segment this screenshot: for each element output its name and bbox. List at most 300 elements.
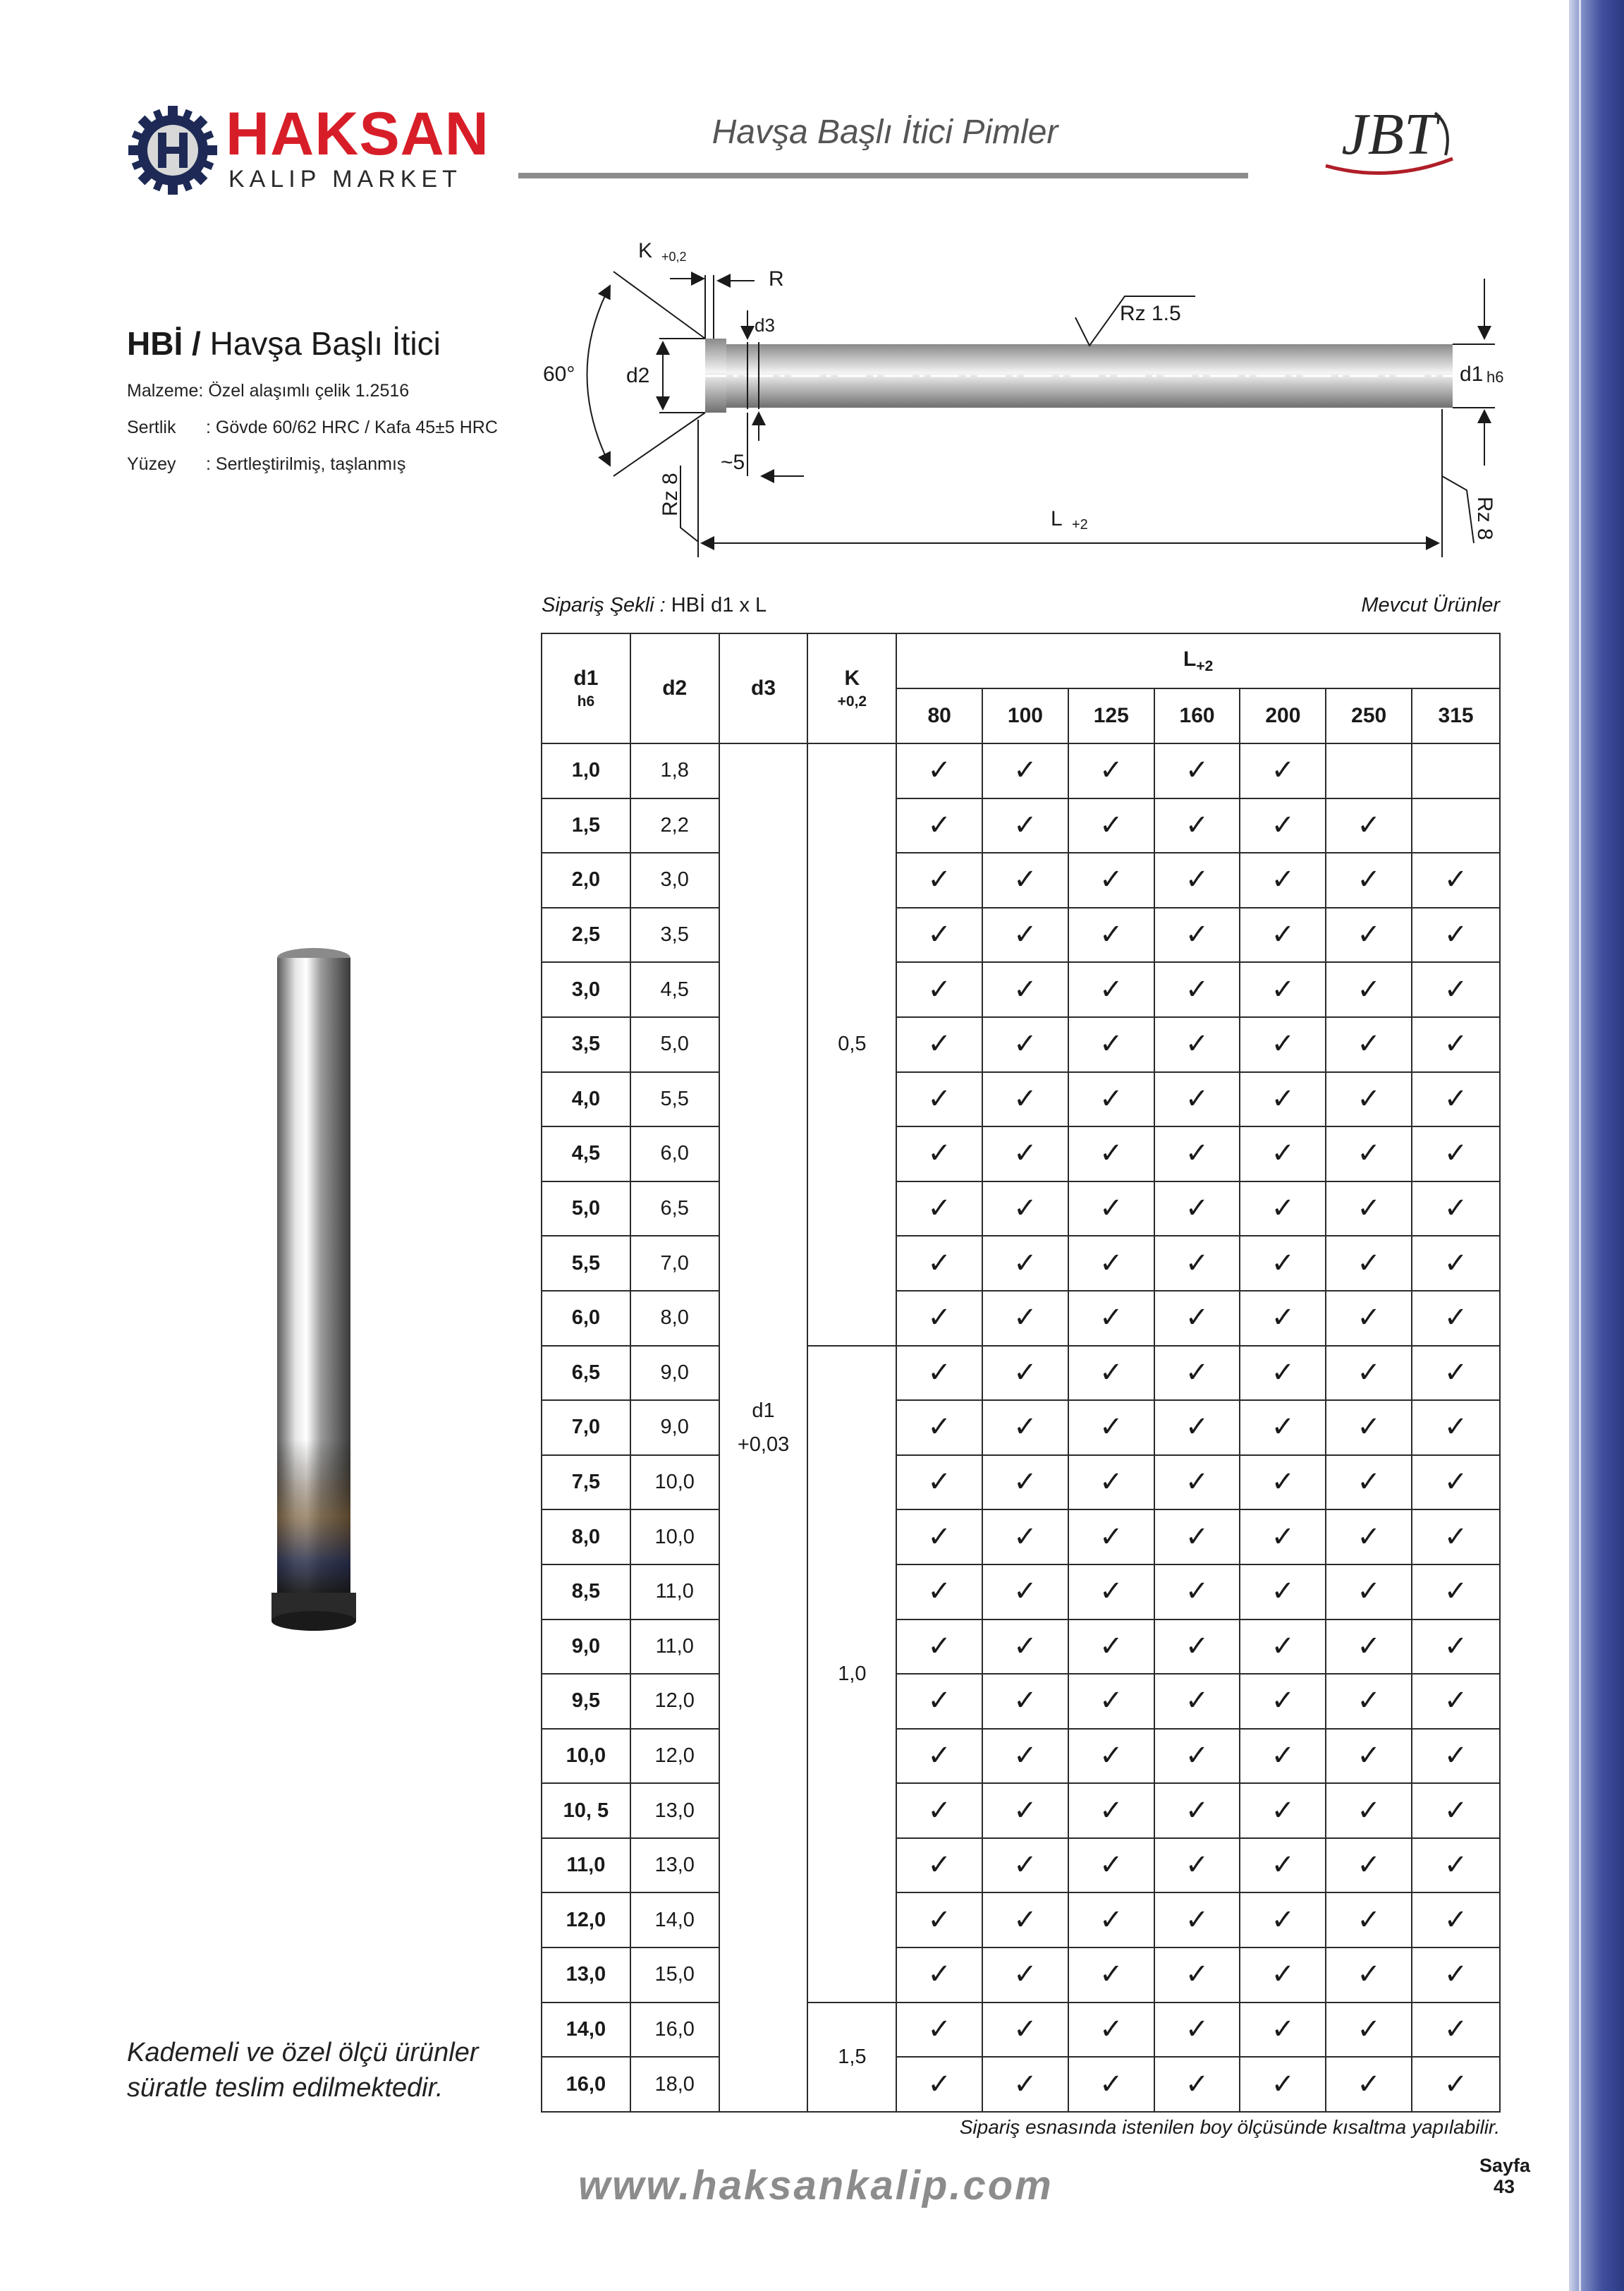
- ejector-pin-photo: [268, 945, 360, 1636]
- cell-availability-160: [1154, 2003, 1240, 2058]
- cell-k: 1,0: [807, 1346, 896, 2003]
- cell-d1: 4,0: [542, 1072, 630, 1127]
- check-icon: ✓: [1185, 973, 1209, 1006]
- check-icon: ✓: [1013, 1629, 1037, 1663]
- header-d1-sub: h6: [577, 693, 595, 710]
- cell-availability-250: [1326, 853, 1412, 908]
- check-icon: ✓: [927, 918, 951, 952]
- order-format: [542, 594, 767, 617]
- page-number: [1479, 2155, 1529, 2197]
- cell-d1: 9,0: [542, 1620, 630, 1675]
- cell-availability-100: [982, 1783, 1068, 1838]
- cell-availability-315: [1412, 743, 1500, 798]
- cell-availability-200: [1240, 1947, 1326, 2003]
- cell-availability-100: [982, 1346, 1068, 1401]
- d3-tolerance: +0,03: [737, 1433, 790, 1456]
- check-icon: ✓: [1443, 918, 1468, 952]
- check-icon: ✓: [1099, 1082, 1123, 1115]
- cell-d2: 5,5: [630, 1072, 719, 1127]
- col-header-k: [807, 633, 896, 743]
- cell-availability-125: [1068, 1674, 1154, 1729]
- col-header-length-125: 125: [1068, 688, 1154, 743]
- cell-availability-80: [896, 1017, 982, 1072]
- cell-availability-100: [982, 1126, 1068, 1181]
- cell-d1: 9,5: [542, 1674, 630, 1729]
- cell-availability-200: [1240, 2057, 1326, 2112]
- check-icon: ✓: [1443, 1958, 1468, 1991]
- cell-availability-80: [896, 1455, 982, 1510]
- check-icon: ✓: [1185, 1137, 1209, 1170]
- cell-availability-80: [896, 1291, 982, 1346]
- cell-availability-100: [982, 962, 1068, 1017]
- check-icon: ✓: [1013, 1684, 1037, 1718]
- cell-d2: 15,0: [630, 1947, 719, 2003]
- available-products-label: Mevcut Ürünler: [1361, 594, 1500, 616]
- cell-availability-250: [1326, 1455, 1412, 1510]
- check-icon: ✓: [1013, 1301, 1037, 1335]
- cell-availability-200: [1240, 1674, 1326, 1729]
- col-header-length-200: 200: [1240, 688, 1326, 743]
- cell-availability-80: [896, 1072, 982, 1127]
- cell-availability-250: [1326, 1509, 1412, 1564]
- check-icon: ✓: [1099, 973, 1123, 1006]
- check-icon: ✓: [1013, 1192, 1037, 1225]
- check-icon: ✓: [927, 1301, 951, 1335]
- cell-availability-315: [1412, 908, 1500, 963]
- check-icon: ✓: [1185, 1028, 1209, 1061]
- col-header-d3: d3: [719, 633, 808, 743]
- cell-availability-160: [1154, 853, 1240, 908]
- check-icon: ✓: [927, 1629, 951, 1663]
- cell-d1: 11,0: [542, 1838, 630, 1893]
- check-icon: ✓: [1443, 1192, 1468, 1225]
- check-icon: ✓: [1443, 1739, 1468, 1772]
- cell-availability-100: [982, 853, 1068, 908]
- cell-availability-80: [896, 1400, 982, 1455]
- product-code: HBİ: [127, 325, 183, 362]
- cell-availability-125: [1068, 1509, 1154, 1564]
- cell-availability-250: [1326, 1346, 1412, 1401]
- check-icon: ✓: [1013, 918, 1037, 952]
- cell-availability-160: [1154, 1729, 1240, 1784]
- cell-availability-160: [1154, 1783, 1240, 1838]
- check-icon: ✓: [1099, 1520, 1123, 1553]
- cell-availability-80: [896, 743, 982, 798]
- table-row: [542, 1729, 1500, 1784]
- check-icon: ✓: [1357, 1028, 1381, 1061]
- cell-availability-160: [1154, 1072, 1240, 1127]
- check-icon: ✓: [1099, 1794, 1123, 1827]
- check-icon: ✓: [927, 1794, 951, 1827]
- cell-availability-200: [1240, 743, 1326, 798]
- check-icon: ✓: [927, 1082, 951, 1115]
- d3-label: d3: [755, 315, 775, 336]
- product-name: Havşa Başlı İtici: [209, 325, 441, 362]
- cell-d1: 2,0: [542, 853, 630, 908]
- cell-availability-100: [982, 1947, 1068, 2003]
- promo-line: Kademeli ve özel ölçü ürünler: [127, 2038, 479, 2067]
- cell-availability-100: [982, 1291, 1068, 1346]
- check-icon: ✓: [1013, 863, 1037, 897]
- table-row: [542, 1346, 1500, 1401]
- check-icon: ✓: [1185, 1082, 1209, 1115]
- check-icon: ✓: [1443, 1246, 1468, 1280]
- check-icon: ✓: [1357, 1192, 1381, 1225]
- check-icon: ✓: [1443, 2067, 1468, 2101]
- cell-availability-125: [1068, 962, 1154, 1017]
- cell-availability-125: [1068, 743, 1154, 798]
- cell-availability-315: [1412, 1455, 1500, 1510]
- check-icon: ✓: [1013, 1520, 1037, 1553]
- cell-availability-250: [1326, 1620, 1412, 1675]
- page-value: 43: [1493, 2176, 1515, 2197]
- cell-d2: 7,0: [630, 1236, 719, 1291]
- check-icon: ✓: [1185, 754, 1209, 787]
- cell-availability-80: [896, 908, 982, 963]
- approx5-label: ~5: [721, 451, 745, 474]
- cell-d2: 13,0: [630, 1838, 719, 1893]
- cell-availability-200: [1240, 1126, 1326, 1181]
- table-row: [542, 1838, 1500, 1893]
- col-header-length-160: 160: [1154, 688, 1240, 743]
- check-icon: ✓: [1013, 1411, 1037, 1444]
- cell-d2: 9,0: [630, 1346, 719, 1401]
- website-link[interactable]: www.haksankalip.com: [578, 2163, 1054, 2208]
- gear-logo-icon: [127, 104, 219, 196]
- check-icon: ✓: [1185, 1246, 1209, 1280]
- cell-availability-100: [982, 1838, 1068, 1893]
- check-icon: ✓: [1099, 1411, 1123, 1444]
- cell-availability-125: [1068, 853, 1154, 908]
- check-icon: ✓: [1271, 1192, 1295, 1225]
- check-icon: ✓: [1099, 1028, 1123, 1061]
- check-icon: ✓: [927, 973, 951, 1006]
- cell-availability-315: [1412, 1674, 1500, 1729]
- check-icon: ✓: [1443, 1849, 1468, 1882]
- check-icon: ✓: [1443, 1028, 1468, 1061]
- cell-availability-160: [1154, 1400, 1240, 1455]
- cell-availability-125: [1068, 1072, 1154, 1127]
- cell-availability-125: [1068, 908, 1154, 963]
- cell-availability-80: [896, 1564, 982, 1620]
- check-icon: ✓: [927, 1137, 951, 1170]
- check-icon: ✓: [1271, 1794, 1295, 1827]
- cell-availability-80: [896, 1346, 982, 1401]
- check-icon: ✓: [1013, 1739, 1037, 1772]
- cell-availability-250: [1326, 1838, 1412, 1893]
- col-header-d1: [542, 633, 630, 743]
- cell-availability-315: [1412, 1783, 1500, 1838]
- header-row: [542, 633, 1500, 688]
- haksan-logo[interactable]: [127, 99, 522, 198]
- check-icon: ✓: [1357, 1903, 1381, 1936]
- table-row: [542, 798, 1500, 853]
- cell-availability-125: [1068, 1729, 1154, 1784]
- cell-d2: 10,0: [630, 1455, 719, 1510]
- cell-availability-160: [1154, 1509, 1240, 1564]
- cell-availability-125: [1068, 1346, 1154, 1401]
- check-icon: ✓: [1013, 1466, 1037, 1499]
- cell-availability-160: [1154, 962, 1240, 1017]
- order-format-value: HBİ d1 x L: [671, 594, 767, 616]
- table-row: [542, 962, 1500, 1017]
- check-icon: ✓: [1443, 1137, 1468, 1170]
- cell-availability-250: [1326, 962, 1412, 1017]
- check-icon: ✓: [1013, 808, 1037, 841]
- col-header-length-80: 80: [896, 688, 982, 743]
- check-icon: ✓: [1271, 2067, 1295, 2101]
- cell-availability-200: [1240, 1620, 1326, 1675]
- d2-label: d2: [626, 364, 650, 387]
- d1-label: d1: [1460, 363, 1484, 386]
- page-label: Sayfa: [1479, 2155, 1531, 2176]
- check-icon: ✓: [927, 1739, 951, 1772]
- cell-availability-100: [982, 2003, 1068, 2058]
- check-icon: ✓: [1013, 1137, 1037, 1170]
- check-icon: ✓: [1443, 1629, 1468, 1663]
- cell-availability-125: [1068, 1947, 1154, 2003]
- cell-availability-125: [1068, 1564, 1154, 1620]
- cell-d2: 8,0: [630, 1291, 719, 1346]
- cell-d1: 8,5: [542, 1564, 630, 1620]
- cell-availability-125: [1068, 798, 1154, 853]
- brand-subtitle: KALIP MARKET: [228, 166, 462, 193]
- table-row: [542, 1017, 1500, 1072]
- cell-d2: 14,0: [630, 1892, 719, 1947]
- check-icon: ✓: [1013, 2012, 1037, 2046]
- check-icon: ✓: [1357, 1739, 1381, 1772]
- check-icon: ✓: [1271, 1028, 1295, 1061]
- check-icon: ✓: [1357, 1301, 1381, 1335]
- cell-availability-160: [1154, 1838, 1240, 1893]
- check-icon: ✓: [1271, 808, 1295, 841]
- cell-availability-200: [1240, 1455, 1326, 1510]
- check-icon: ✓: [1185, 1684, 1209, 1718]
- cell-d2: 3,0: [630, 853, 719, 908]
- cell-availability-80: [896, 1620, 982, 1675]
- check-icon: ✓: [1443, 1411, 1468, 1444]
- cell-availability-125: [1068, 1236, 1154, 1291]
- table-row: [542, 2057, 1500, 2112]
- cell-availability-160: [1154, 1181, 1240, 1236]
- cell-availability-200: [1240, 1017, 1326, 1072]
- cell-availability-125: [1068, 1783, 1154, 1838]
- cell-availability-315: [1412, 1892, 1500, 1947]
- check-icon: ✓: [1271, 1903, 1295, 1936]
- cell-availability-200: [1240, 1346, 1326, 1401]
- check-icon: ✓: [1357, 918, 1381, 952]
- check-icon: ✓: [1271, 1082, 1295, 1115]
- check-icon: ✓: [1271, 863, 1295, 897]
- check-icon: ✓: [1013, 1246, 1037, 1280]
- cell-availability-160: [1154, 2057, 1240, 2112]
- check-icon: ✓: [1443, 1466, 1468, 1499]
- cell-availability-250: [1326, 1729, 1412, 1784]
- spec-label: Yüzey: [127, 454, 176, 474]
- cell-availability-315: [1412, 1291, 1500, 1346]
- table-row: [542, 1236, 1500, 1291]
- check-icon: ✓: [1099, 808, 1123, 841]
- cell-availability-315: [1412, 1509, 1500, 1564]
- cell-d1: 2,5: [542, 908, 630, 963]
- cell-availability-80: [896, 853, 982, 908]
- product-specs: [127, 381, 498, 491]
- cell-availability-250: [1326, 1017, 1412, 1072]
- col-header-length-315: 315: [1412, 688, 1500, 743]
- check-icon: ✓: [1443, 2012, 1468, 2046]
- col-header-length: [896, 633, 1500, 688]
- cell-availability-315: [1412, 962, 1500, 1017]
- table-row: [542, 1620, 1500, 1675]
- cell-availability-80: [896, 1181, 982, 1236]
- cell-availability-100: [982, 1236, 1068, 1291]
- cell-availability-200: [1240, 798, 1326, 853]
- check-icon: ✓: [1013, 1903, 1037, 1936]
- table-row: [542, 1181, 1500, 1236]
- cell-availability-100: [982, 1564, 1068, 1620]
- check-icon: ✓: [1099, 1575, 1123, 1608]
- check-icon: ✓: [1357, 1684, 1381, 1718]
- check-icon: ✓: [1185, 1520, 1209, 1553]
- check-icon: ✓: [1013, 1794, 1037, 1827]
- check-icon: ✓: [1271, 1684, 1295, 1718]
- check-icon: ✓: [1271, 1301, 1295, 1335]
- check-icon: ✓: [1013, 1082, 1037, 1115]
- table-row: [542, 1291, 1500, 1346]
- d3-value: d1: [752, 1399, 775, 1422]
- cell-d2: 10,0: [630, 1509, 719, 1564]
- promo-line: süratle teslim edilmektedir.: [127, 2073, 444, 2103]
- check-icon: ✓: [1271, 1849, 1295, 1882]
- cell-availability-250: [1326, 2057, 1412, 2112]
- cell-availability-100: [982, 743, 1068, 798]
- cell-d1: 1,5: [542, 798, 630, 853]
- cell-availability-200: [1240, 1072, 1326, 1127]
- table-row: [542, 853, 1500, 908]
- check-icon: ✓: [1271, 1575, 1295, 1608]
- check-icon: ✓: [1099, 1739, 1123, 1772]
- table-row: [542, 743, 1500, 798]
- cell-availability-160: [1154, 1291, 1240, 1346]
- check-icon: ✓: [1357, 1958, 1381, 1991]
- header-k-label: K: [844, 667, 860, 690]
- check-icon: ✓: [1099, 2012, 1123, 2046]
- check-icon: ✓: [1271, 1411, 1295, 1444]
- k-label: K: [638, 239, 653, 262]
- page-title: Havşa Başlı İtici Pimler: [712, 114, 1058, 151]
- spec-row: [127, 418, 498, 454]
- cell-availability-200: [1240, 962, 1326, 1017]
- check-icon: ✓: [1443, 1301, 1468, 1335]
- cell-availability-315: [1412, 1620, 1500, 1675]
- check-icon: ✓: [1013, 1575, 1037, 1608]
- cell-availability-160: [1154, 1947, 1240, 2003]
- spec-label: Malzeme: [127, 381, 199, 401]
- cell-availability-125: [1068, 1291, 1154, 1346]
- cell-d1: 6,0: [542, 1291, 630, 1346]
- cell-d1: 1,0: [542, 743, 630, 798]
- check-icon: ✓: [1271, 1356, 1295, 1389]
- table-row: [542, 1674, 1500, 1729]
- cell-availability-100: [982, 1072, 1068, 1127]
- check-icon: ✓: [1099, 1629, 1123, 1663]
- cell-availability-160: [1154, 1674, 1240, 1729]
- check-icon: ✓: [1443, 1575, 1468, 1608]
- cell-d1: 7,5: [542, 1455, 630, 1510]
- product-table: [541, 633, 1501, 2113]
- cell-availability-200: [1240, 1400, 1326, 1455]
- cell-availability-125: [1068, 1892, 1154, 1947]
- check-icon: ✓: [1271, 918, 1295, 952]
- check-icon: ✓: [1443, 1082, 1468, 1115]
- spec-row: [127, 381, 498, 418]
- cell-availability-100: [982, 1892, 1068, 1947]
- cell-availability-200: [1240, 1236, 1326, 1291]
- check-icon: ✓: [1271, 1466, 1295, 1499]
- check-icon: ✓: [927, 1520, 951, 1553]
- check-icon: ✓: [1443, 1356, 1468, 1389]
- cell-availability-125: [1068, 2057, 1154, 2112]
- check-icon: ✓: [1271, 754, 1295, 787]
- check-icon: ✓: [927, 1411, 951, 1444]
- cell-availability-200: [1240, 1892, 1326, 1947]
- cell-availability-200: [1240, 1564, 1326, 1620]
- rz8-left-label: Rz 8: [659, 473, 682, 516]
- cell-availability-100: [982, 1181, 1068, 1236]
- col-header-length-250: 250: [1326, 688, 1412, 743]
- cell-d1: 5,5: [542, 1236, 630, 1291]
- check-icon: ✓: [1357, 863, 1381, 897]
- cell-availability-250: [1326, 1072, 1412, 1127]
- check-icon: ✓: [1099, 1849, 1123, 1882]
- check-icon: ✓: [1099, 754, 1123, 787]
- cell-availability-250: [1326, 743, 1412, 798]
- check-icon: ✓: [1013, 1356, 1037, 1389]
- cell-availability-125: [1068, 1181, 1154, 1236]
- check-icon: ✓: [1357, 2012, 1381, 2046]
- check-icon: ✓: [927, 1028, 951, 1061]
- check-icon: ✓: [1271, 1246, 1295, 1280]
- cell-d2: 4,5: [630, 962, 719, 1017]
- cell-k: 1,5: [807, 2003, 896, 2112]
- table-row: [542, 1564, 1500, 1620]
- check-icon: ✓: [1185, 863, 1209, 897]
- cell-availability-160: [1154, 1892, 1240, 1947]
- cell-availability-80: [896, 962, 982, 1017]
- table-row: [542, 1126, 1500, 1181]
- check-icon: ✓: [1271, 2012, 1295, 2046]
- check-icon: ✓: [927, 1356, 951, 1389]
- cell-availability-250: [1326, 1236, 1412, 1291]
- cell-d1: 10,0: [542, 1729, 630, 1784]
- cell-d1: 8,0: [542, 1509, 630, 1564]
- check-icon: ✓: [1357, 1794, 1381, 1827]
- cell-availability-200: [1240, 908, 1326, 963]
- col-header-length-100: 100: [982, 688, 1068, 743]
- check-icon: ✓: [1357, 1466, 1381, 1499]
- check-icon: ✓: [927, 1684, 951, 1718]
- cell-availability-200: [1240, 853, 1326, 908]
- cell-d2: 9,0: [630, 1400, 719, 1455]
- l-tolerance: +2: [1072, 517, 1088, 533]
- cell-availability-250: [1326, 1126, 1412, 1181]
- check-icon: ✓: [1271, 1137, 1295, 1170]
- rz8-right-label: Rz 8: [1473, 497, 1496, 540]
- spec-label: Sertlik: [127, 418, 176, 437]
- check-icon: ✓: [927, 863, 951, 897]
- check-icon: ✓: [1357, 2067, 1381, 2101]
- cell-availability-80: [896, 2003, 982, 2058]
